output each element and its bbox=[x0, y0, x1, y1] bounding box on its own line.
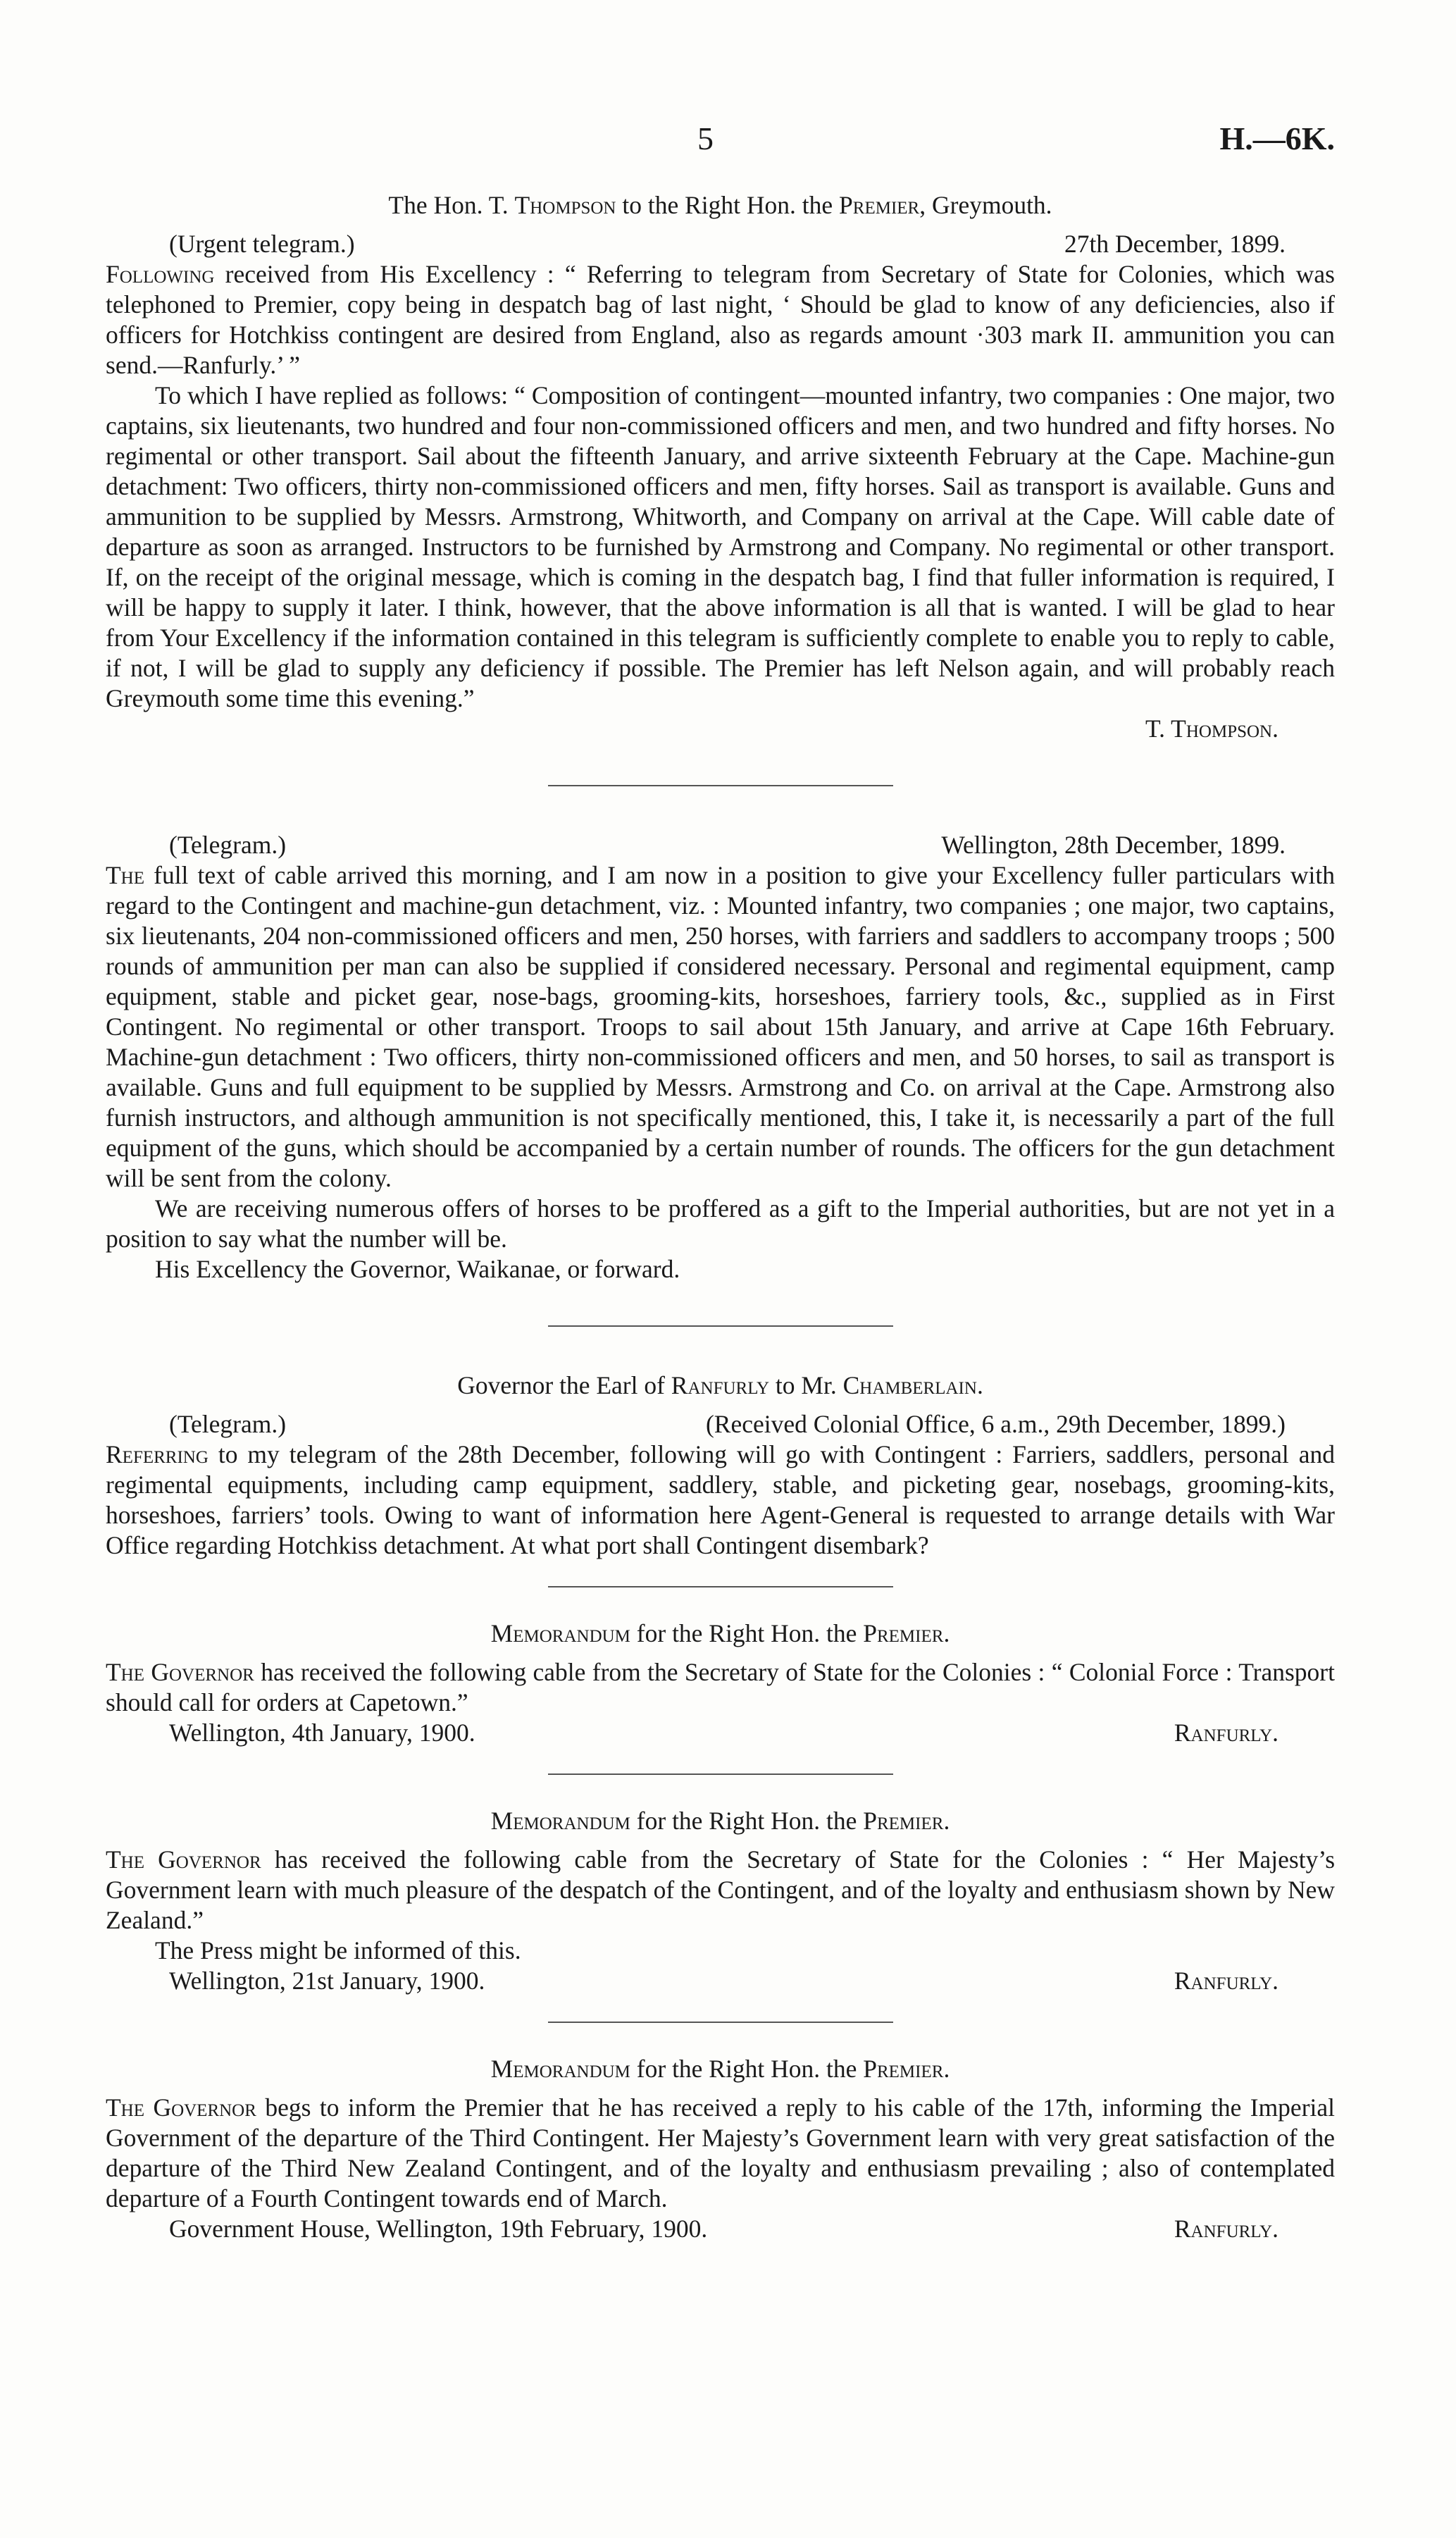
section-title bbox=[106, 1618, 1335, 1649]
paragraph bbox=[106, 1440, 1335, 1561]
title-name: Ranfurly bbox=[671, 1371, 770, 1399]
paragraph-text: begs to inform the Premier that he has received a reply to his cable of the 17th, informing the Imperial Government of the departure of the Third Contingent. Her Majesty’s Government learn with very great satisfaction of the departure of the Third New Zealand Contingent, and of the loyalty and enthusiasm prevailing ; also of contemplated departure of a Fourth Contingent towards end of March. bbox=[106, 2093, 1335, 2212]
paragraph: His Excellency the Governor, Waikanae, or forward. bbox=[155, 1255, 680, 1283]
meta-line bbox=[106, 1409, 1335, 1440]
section-divider bbox=[548, 1325, 893, 1327]
title-text: , Greymouth. bbox=[919, 191, 1052, 219]
title-text: for the Right Hon. the bbox=[630, 2055, 864, 2083]
memo-date: Wellington, 4th January, 1900. bbox=[169, 1719, 475, 1747]
paragraph-text: to my telegram of the 28th December, following will go with Contingent : Farriers, saddlers, personal and regimental equipments, including camp equipment, saddlery, stable, and picketing gear, nosebags, grooming-kits, horseshoes, farriers’ tools. Owing to want of information here Agent-General is requested to arrange details with War Office regarding Hotchkiss detachment. At what port shall Contingent disembark? bbox=[106, 1440, 1335, 1559]
section-memorandum-1 bbox=[106, 1618, 1335, 1748]
signature-line bbox=[106, 714, 1335, 744]
meta-line bbox=[106, 830, 1335, 860]
section-ranfurly-chamberlain bbox=[106, 1370, 1335, 1561]
section-wellington-telegram bbox=[106, 830, 1335, 1285]
document-reference: H.—6K. bbox=[1219, 120, 1335, 156]
section-divider bbox=[548, 2022, 893, 2023]
signature: Ranfurly. bbox=[1174, 1967, 1278, 1995]
lead-word: The Governor bbox=[106, 1845, 261, 1874]
page-header bbox=[106, 120, 1335, 183]
signature-line bbox=[106, 1966, 1335, 1996]
paragraph bbox=[106, 1845, 1335, 1936]
section-title bbox=[106, 2054, 1335, 2084]
telegram-type: (Urgent telegram.) bbox=[169, 230, 355, 258]
title-name: Memorandum bbox=[490, 2055, 630, 2083]
memo-date: Government House, Wellington, 19th February, 1900. bbox=[169, 2215, 708, 2243]
title-text: The Hon. T. bbox=[388, 191, 515, 219]
title-text: for the Right Hon. the bbox=[630, 1807, 864, 1835]
title-name: Chamberlain bbox=[842, 1371, 977, 1399]
signature-line bbox=[106, 2214, 1335, 2244]
title-text: Governor the Earl of bbox=[457, 1371, 671, 1399]
section-divider bbox=[548, 1773, 893, 1775]
paragraph-text: has received the following cable from the Secretary of State for the Colonies : “ Her Majesty’s Government learn with much pleasure of the despatch of the Contingent, and of the loyalty and enthusiasm shown by New Zealand.” bbox=[106, 1845, 1336, 1934]
section-divider bbox=[548, 785, 893, 786]
paragraph: To which I have replied as follows: “ Composition of contingent—mounted infantry, two companies : One major, two captains, six lieutenants, two hundred and four non-commissioned officers and men, and two hundred and fifty horses. No regimental or other transport. Sail about the fifteenth January, and arrive sixteenth February at the Cape. Machine-gun detachment: Two officers, thirty non-commissioned officers and men, fifty horses. Sail as transport is available. Guns and ammunition to be supplied by Messrs. Armstrong, Whitworth, and Company on arrival at the Cape. Will cable date of departure as soon as arranged. Instructors to be furnished by Armstrong and Company. No regimental or other transport. If, on the receipt of the original message, which is coming in the despatch bag, I find that fuller information is required, I will be happy to supply it later. I think, however, that the above information is all that is wanted. I will be glad to hear from Your Excellency if the information contained in this telegram is sufficiently complete to enable you to reply to cable, if not, I will be glad to supply any deficiency if possible. The Premier has left Nelson again, and will probably reach Greymouth some time this evening.” bbox=[106, 381, 1335, 712]
title-name: Premier bbox=[863, 1807, 944, 1835]
paragraph bbox=[106, 1657, 1335, 1718]
meta-line bbox=[106, 229, 1335, 259]
telegram-date: (Received Colonial Office, 6 a.m., 29th December, 1899.) bbox=[705, 1410, 1286, 1438]
lead-word: The Governor bbox=[106, 1658, 254, 1686]
title-text: . bbox=[976, 1371, 983, 1399]
section-thompson-telegram bbox=[106, 190, 1335, 744]
page-number: 5 bbox=[697, 120, 714, 156]
paragraph-text: received from His Excellency : “ Referring to telegram from Secretary of State for Colonies, which was telephoned to Premier, copy being in despatch bag of last night, ‘ Should be glad to know of any deficiencies, also if officers for Hotchkiss contingent are desired from England, also as regards amount ·303 mark II. ammunition you can send.—Ranfurly.’ ” bbox=[106, 260, 1335, 379]
paragraph: The Press might be informed of this. bbox=[155, 1936, 521, 1964]
section-memorandum-2 bbox=[106, 1806, 1335, 1996]
signature: Ranfurly. bbox=[1174, 1719, 1278, 1747]
paragraph: We are receiving numerous offers of horses to be proffered as a gift to the Imperial authorities, but are not yet in a position to say what the number will be. bbox=[106, 1194, 1335, 1253]
paragraph-text: full text of cable arrived this morning, and I am now in a position to give your Excellency fuller particulars with regard to the Contingent and machine-gun detachment, viz. : Mounted infantry, two companies ; one major, two captains, six lieutenants, 204 non-commissioned officers and men, 250 horses, with farriers and saddlers to accompany troops ; 500 rounds of ammunition per man can also be supplied if considered necessary. Personal and regimental equipment, camp equipment, stable and picket gear, nose-bags, grooming-kits, horseshoes, farriery tools, &c., supplied as in First Contingent. No regimental or other transport. Troops to sail about 15th January, and arrive at Cape 16th February. Machine-gun detachment : Two officers, thirty non-commissioned officers and men, and 50 horses, to sail as transport is available. Guns and full equipment to be supplied by Messrs. Armstrong and Co. on arrival at the Cape. Armstrong also furnish instructors, and although ammunition is not specifically mentioned, this, I take it, is necessarily a part of the full equipment of the guns, which should be accompanied by a certain number of rounds. The officers for the gun detachment will be sent from the colony. bbox=[106, 861, 1335, 1192]
title-text: for the Right Hon. the bbox=[630, 1619, 864, 1647]
signature: T. Thompson. bbox=[1145, 714, 1278, 743]
paragraph bbox=[106, 259, 1335, 380]
title-name: Memorandum bbox=[490, 1619, 630, 1647]
lead-word: The Governor bbox=[106, 2093, 256, 2122]
title-text: to the Right Hon. the bbox=[616, 191, 840, 219]
title-text: to Mr. bbox=[769, 1371, 843, 1399]
paragraph-text: has received the following cable from the Secretary of State for the Colonies : “ Colonial Force : Transport should call for orders at Capetown.” bbox=[106, 1658, 1335, 1716]
title-name: Thompson bbox=[514, 191, 616, 219]
lead-word: Following bbox=[106, 260, 215, 288]
title-text: . bbox=[943, 1619, 950, 1647]
lead-word: Referring bbox=[106, 1440, 209, 1468]
signature-line bbox=[106, 1718, 1335, 1748]
title-name: Premier bbox=[863, 2055, 944, 2083]
title-text: . bbox=[943, 1807, 950, 1835]
title-name: Memorandum bbox=[490, 1807, 630, 1835]
section-memorandum-3 bbox=[106, 2054, 1335, 2244]
telegram-date: 27th December, 1899. bbox=[1064, 230, 1286, 258]
section-title bbox=[106, 1806, 1335, 1836]
memo-date: Wellington, 21st January, 1900. bbox=[169, 1967, 485, 1995]
title-name: Premier bbox=[839, 191, 920, 219]
section-title bbox=[106, 1370, 1335, 1401]
title-name: Premier bbox=[863, 1619, 944, 1647]
title-text: . bbox=[943, 2055, 950, 2083]
section-divider bbox=[548, 1586, 893, 1587]
document-page bbox=[106, 120, 1335, 2244]
paragraph bbox=[106, 2093, 1335, 2214]
section-title bbox=[106, 190, 1335, 221]
paragraph bbox=[106, 860, 1335, 1194]
telegram-type: (Telegram.) bbox=[169, 831, 287, 859]
lead-word: The bbox=[106, 861, 145, 889]
telegram-date: Wellington, 28th December, 1899. bbox=[941, 831, 1286, 859]
signature: Ranfurly. bbox=[1174, 2215, 1278, 2243]
telegram-type: (Telegram.) bbox=[169, 1410, 287, 1438]
